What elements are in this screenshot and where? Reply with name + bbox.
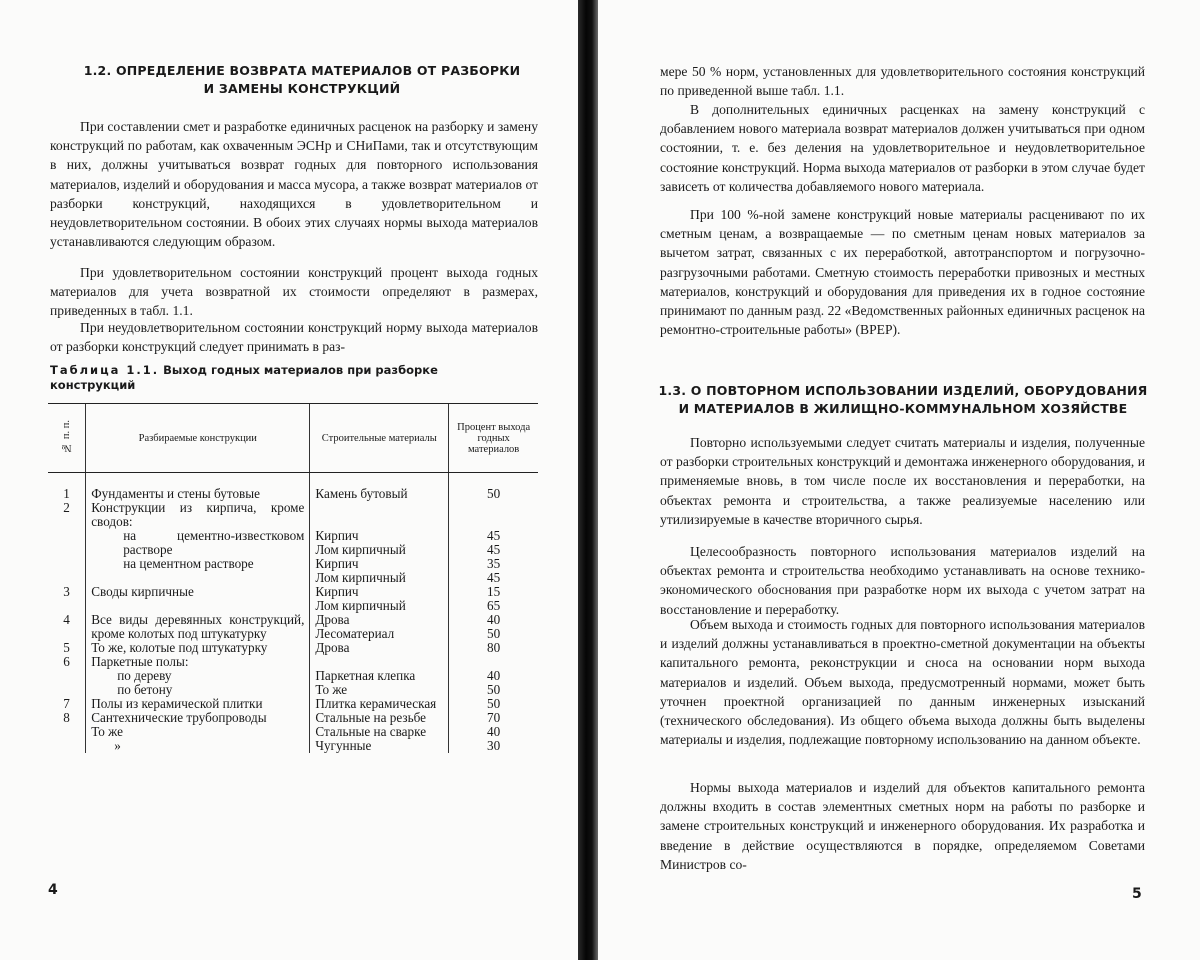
right-page (598, 0, 1200, 960)
row-material: Чугунные (310, 739, 449, 753)
materials-table (48, 403, 538, 753)
row-value: 70 (449, 711, 538, 725)
row-material (310, 585, 449, 613)
row-construction (86, 501, 310, 585)
row-num: 5 (63, 640, 70, 655)
paragraph-text: При составлении смет и разработке единичных расценок на разборку и замену конструкций по работам, как охваченным ЭСНр и СНиПами, так и отсутствующим в них, должны учитываться возврат годных для повторного использования материалов, изделий и оборудования и масса мусора, а также возврат материалов от разборки конструкций, находящихся в удовлетворительном и неудовлетворительном состоянии. В обоих этих случаях нормы выхода материалов устанавливаются следующим образом. (50, 119, 538, 250)
paragraph-text: Целесообразность повторного использования материалов изделий на объектах ремонта и строительства необходимо устанавливать на основе технико-экономического обоснования при разработке норм их выхода с учетом затрат на восстановление и переработку. (660, 544, 1145, 617)
spacer (315, 501, 443, 529)
left-page (0, 0, 578, 960)
paragraph (660, 62, 1145, 100)
row-material (310, 613, 449, 641)
table-caption-label: Таблица 1.1. (50, 363, 160, 377)
row-material-item: Дрова (315, 612, 350, 627)
row-material-item: Кирпич (315, 584, 359, 599)
row-material: Стальные на резьбе (310, 711, 449, 725)
paragraph-text: Объем выхода и стоимость годных для повторного использования материалов и изделий должны устанавливаться в проектно-сметной документации на объекты капитального ремонта, реконструкции и сноса на основании норм выхода материалов и изделий. Объем выхода, предусмотренный нормами, может быть уточнен проектной организацией по данным инженерных изысканий (технического обследования). Из общего объема выхода должны быть выделены материалы и изделия, подлежащие повторному использованию на данном объекте. (660, 617, 1145, 748)
row-material (310, 501, 449, 585)
row-value (449, 501, 538, 585)
row-sub-item: по бетону (117, 682, 173, 697)
row-material: Плитка керамическая (310, 697, 449, 711)
row-num (48, 725, 86, 739)
paragraph (660, 542, 1145, 619)
table-caption (50, 363, 520, 393)
header-percent: Процент выхода годных материалов (449, 404, 538, 473)
row-value: 50 (449, 697, 538, 711)
paragraph (660, 778, 1145, 874)
row-construction: То же (86, 725, 310, 739)
row-material: Стальные на сварке (310, 725, 449, 739)
row-num: 7 (63, 696, 70, 711)
row-value: 30 (449, 739, 538, 753)
row-construction: Все виды деревянных конструкций, кроме колотых под штукатурку (86, 613, 310, 641)
row-material: Камень бутовый (310, 473, 449, 502)
book-gutter (578, 0, 598, 960)
row-construction: Фундаменты и стены бутовые (86, 473, 310, 502)
row-value-item: 15 (487, 584, 501, 599)
row-construction-text: Паркетные полы: (91, 654, 189, 669)
row-value-item: 50 (487, 682, 501, 697)
paragraph (660, 205, 1145, 339)
row-material-item: Кирпич (315, 556, 359, 571)
row-value (449, 585, 538, 613)
row-num: 6 (63, 654, 70, 669)
table-row (48, 711, 538, 725)
table-row (48, 501, 538, 585)
row-num: 3 (63, 584, 70, 599)
table-row (48, 697, 538, 711)
row-value: 80 (449, 641, 538, 655)
row-material-item: Лесоматериал (315, 626, 395, 641)
row-material: Дрова (310, 641, 449, 655)
row-material-item: Лом кирпичный (315, 570, 406, 585)
row-material-item: Кирпич (315, 528, 359, 543)
table-row (48, 739, 538, 753)
table-row (48, 585, 538, 613)
table-row (48, 613, 538, 641)
header-materials: Строительные материалы (310, 404, 449, 473)
row-value-item: 50 (487, 626, 501, 641)
row-material-item: Паркетная клепка (315, 668, 416, 683)
paragraph (50, 263, 538, 321)
header-num (48, 404, 86, 473)
table-row (48, 655, 538, 697)
row-value (449, 655, 538, 697)
paragraph-text: Нормы выхода материалов и изделий для объектов капитального ремонта должны входить в состав элементных сметных норм на работы по разборке и замене строительных конструкций и инженерного оборудования. Их разработка и введение в действие осуществляются в порядке, определяемом Советами Министров со- (660, 780, 1145, 872)
section-heading-1-3 (658, 382, 1148, 418)
row-value-item: 45 (487, 528, 501, 543)
page-number: 5 (1132, 886, 1142, 902)
row-sub-item: на цементно-известковом растворе (123, 528, 305, 557)
header-construction: Разбираемые конструкции (86, 404, 310, 473)
row-num (48, 739, 86, 753)
table-row (48, 641, 538, 655)
row-construction-text: Конструкции из кирпича, кроме сводов: (91, 500, 305, 529)
table-row (48, 473, 538, 502)
paragraph-text: мере 50 % норм, установленных для удовлетворительного состояния конструкций по приведенной выше табл. 1.1. (660, 64, 1145, 99)
paragraph (660, 615, 1145, 749)
section-heading-1-2 (52, 62, 552, 98)
row-value-item: 45 (487, 570, 501, 585)
page-number: 4 (48, 882, 58, 898)
row-construction: Сантехнические трубопроводы (86, 711, 310, 725)
row-num: 1 (63, 486, 70, 501)
row-value: 50 (449, 473, 538, 502)
row-material-item: Лом кирпичный (315, 542, 406, 557)
heading-line-2: И МАТЕРИАЛОВ В ЖИЛИЩНО-КОММУНАЛЬНОМ ХОЗЯЙСТВЕ (678, 401, 1128, 416)
spacer (454, 655, 533, 669)
row-material-item: Лом кирпичный (315, 598, 406, 613)
paragraph-text: При 100 %-ной замене конструкций новые материалы расценивают по их сметным ценам, а возвращаемые — по сметным ценам новых материалов за вычетом затрат, связанных с их переработкой, автотранспортом и погрузочно-разгрузочными работами. Сметную стоимость переработки привозных и местных материалов, конструкций и оборудования для приведения их в годное состояние принимают по данным разд. 22 «Ведомственных районных единичных расценок на ремонтно-строительные работы» (ВРЕР). (660, 207, 1145, 338)
row-construction (86, 655, 310, 697)
row-num: 4 (63, 612, 70, 627)
spacer (454, 501, 533, 529)
paragraph-text: При неудовлетворительном состоянии конструкций норму выхода материалов от разборки конструкций следует принимать в раз- (50, 320, 538, 355)
row-value (449, 613, 538, 641)
row-sub-item: на цементном растворе (123, 556, 254, 571)
paragraph-text: Повторно используемыми следует считать материалы и изделия, полученные от разборки строительных конструкций и демонтажа инженерного оборудования, и применяемые вновь, в том числе после их восстановления и переработки, на объектах ремонта и строительства, а также реализуемые населению или утилизируемые в качестве вторичного сырья. (660, 435, 1145, 527)
row-material-item: То же (315, 682, 348, 697)
row-value-item: 40 (487, 612, 501, 627)
heading-line-2: И ЗАМЕНЫ КОНСТРУКЦИЙ (203, 81, 401, 96)
row-value: 40 (449, 725, 538, 739)
paragraph (660, 100, 1145, 196)
paragraph-text: В дополнительных единичных расценках на замену конструкций с добавлением нового материала возврат материалов должен учитываться при одном состоянии, т. е. без деления на удовлетворительное и неудовлетворительное состояние конструкций. Норма выхода материалов от разборки в этом случае будет зависеть от количества добавляемого нового материала. (660, 102, 1145, 194)
header-num-text: № п. п. (61, 420, 73, 453)
table-caption-text: Выход годных материалов при разборке конструкций (50, 363, 438, 392)
paragraph (660, 433, 1145, 529)
paragraph (50, 318, 538, 356)
row-construction: » (86, 739, 310, 753)
table-row (48, 725, 538, 739)
row-sub-item: по дереву (117, 668, 172, 683)
row-value-item: 45 (487, 542, 501, 557)
row-construction: Своды кирпичные (86, 585, 310, 613)
table-header-row (48, 404, 538, 473)
row-material (310, 655, 449, 697)
spacer (315, 655, 443, 669)
row-num: 2 (63, 500, 70, 515)
row-value-item: 65 (487, 598, 501, 613)
row-construction: То же, колотые под штукатурку (86, 641, 310, 655)
row-value-item: 35 (487, 556, 501, 571)
paragraph-text: При удовлетворительном состоянии конструкций процент выхода годных материалов для учета возвратной их стоимости определяют в размерах, приведенных в табл. 1.1. (50, 265, 538, 319)
row-construction: Полы из керамической плитки (86, 697, 310, 711)
row-value-item: 40 (487, 668, 501, 683)
paragraph (50, 117, 538, 251)
row-num: 8 (63, 710, 70, 725)
heading-line-1: 1.2. ОПРЕДЕЛЕНИЕ ВОЗВРАТА МАТЕРИАЛОВ ОТ РАЗБОРКИ (83, 63, 521, 78)
heading-line-1: 1.3. О ПОВТОРНОМ ИСПОЛЬЗОВАНИИ ИЗДЕЛИЙ, ОБОРУДОВАНИЯ (658, 383, 1148, 398)
